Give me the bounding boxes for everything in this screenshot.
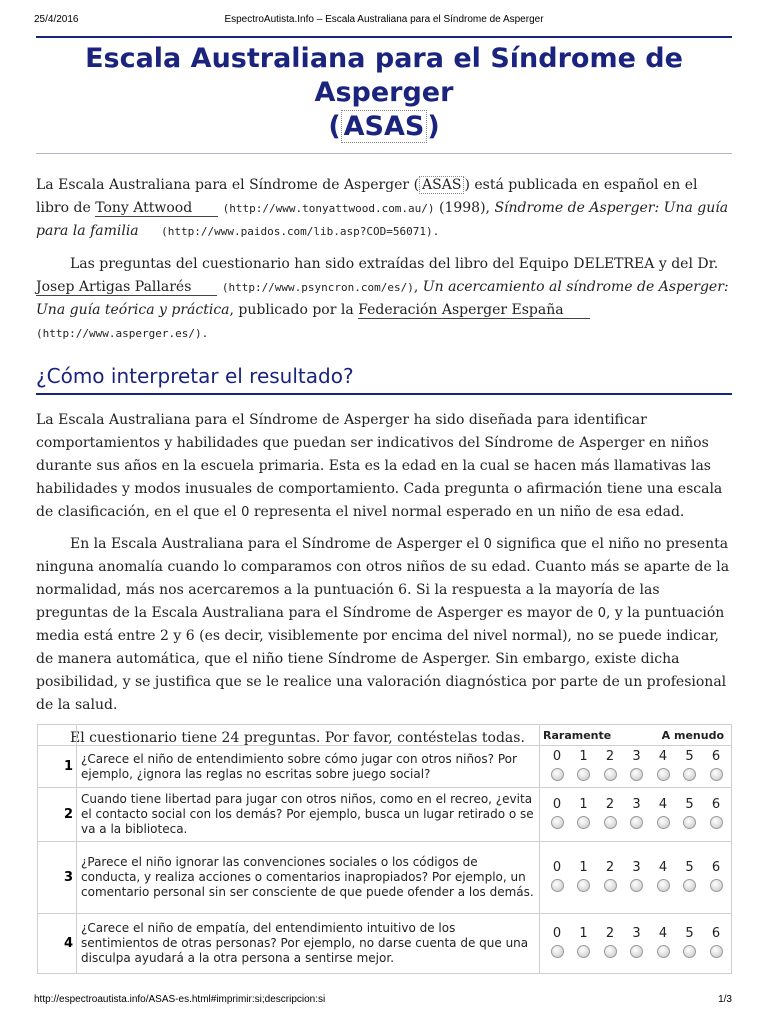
option-label: 3 [632, 796, 641, 812]
radio-button[interactable] [630, 768, 643, 781]
answer-option [601, 926, 619, 962]
radio-button[interactable] [683, 879, 696, 892]
radio-button[interactable] [551, 816, 564, 829]
answer-options [540, 788, 732, 842]
tony-attwood-link[interactable]: Tony Attwood [95, 200, 218, 217]
option-label: 3 [632, 859, 641, 875]
answer-option [654, 749, 672, 785]
interpretation-paragraph-1: La Escala Australiana para el Síndrome de Asperger ha sido diseñada para identificar comportamientos y habilidades que puedan ser indicativos del Síndrome de Asperger en niños durante sus años en la escuela primaria. Esta es la edad en la cual se hacen más llamativas las habilidades y modos inusuales de comportamiento. Cada pregunta o afirmación tiene una escala de clasificación, en el que el 0 representa el nivel normal esperado en un niño de esa edad. [36, 412, 723, 520]
option-label: 5 [685, 748, 694, 764]
radio-button[interactable] [710, 879, 723, 892]
answer-option [654, 860, 672, 896]
option-label: 1 [579, 859, 588, 875]
answer-option [681, 749, 699, 785]
answer-option [707, 926, 725, 962]
radio-button[interactable] [604, 879, 617, 892]
answer-option [681, 860, 699, 896]
radio-button[interactable] [710, 768, 723, 781]
answer-option [628, 797, 646, 833]
radio-button[interactable] [551, 945, 564, 958]
option-label: 6 [711, 925, 721, 941]
answer-option [548, 926, 566, 962]
question-number: 1 [38, 746, 77, 788]
answer-option [707, 749, 725, 785]
questionnaire-table [37, 724, 732, 974]
answer-option [601, 860, 619, 896]
book2-title: Un acercamiento al síndrome de Asperger: Una guía teórica y práctica [36, 279, 729, 318]
question-number: 2 [38, 788, 77, 842]
answer-option [681, 797, 699, 833]
josep-artigas-link[interactable]: Josep Artigas Pallarés [36, 279, 217, 296]
radio-button[interactable] [657, 816, 670, 829]
radio-button[interactable] [630, 879, 643, 892]
answer-option [575, 860, 593, 896]
asas-abbreviation: ASAS [419, 176, 464, 194]
option-label: 3 [632, 925, 641, 941]
print-header [0, 14, 768, 28]
radio-button[interactable] [683, 816, 696, 829]
option-label: 0 [552, 859, 562, 875]
answer-option [575, 797, 593, 833]
radio-button[interactable] [604, 816, 617, 829]
intro-paragraph: La Escala Australiana para el Síndrome de Asperger ( ASAS ) está publicada en español en el libro de Tony Attwood (http://www.tonyattwood.com.au/) (1998), Síndrome de Asperger: Una guía para la familia (http://www.paidos.com/lib.asp?COD=56071). [36, 177, 729, 239]
federacion-link[interactable]: Federación Asperger España [358, 302, 589, 319]
print-doc-title: EspectroAutista.Info – Escala Australiana para el Síndrome de Asperger [224, 14, 544, 25]
radio-button[interactable] [551, 879, 564, 892]
instructions-paragraph: El cuestionario tiene 24 preguntas. Por favor, contéstelas todas. [70, 730, 525, 746]
answer-options [540, 914, 732, 974]
option-label: 2 [605, 796, 615, 812]
question-text: Cuando tiene libertad para jugar con otros niños, como en el recreo, ¿evita el contacto social con los demás? Por ejemplo, busca un lugar retirado o se va a la biblioteca. [77, 788, 540, 842]
answer-option [548, 749, 566, 785]
option-label: 2 [605, 859, 615, 875]
option-label: 0 [552, 925, 562, 941]
radio-button[interactable] [657, 945, 670, 958]
radio-button[interactable] [683, 945, 696, 958]
answer-option [628, 749, 646, 785]
option-label: 3 [632, 748, 641, 764]
radio-button[interactable] [630, 945, 643, 958]
answer-option [707, 797, 725, 833]
option-label: 0 [552, 748, 562, 764]
answer-option [575, 749, 593, 785]
radio-button[interactable] [604, 945, 617, 958]
option-label: 4 [658, 748, 668, 764]
option-label: 6 [711, 859, 721, 875]
option-label: 1 [579, 796, 588, 812]
option-label: 2 [605, 925, 615, 941]
option-label: 5 [685, 859, 694, 875]
page-number: 1/3 [718, 994, 732, 1005]
radio-button[interactable] [710, 816, 723, 829]
answer-options [540, 842, 732, 914]
answer-option [681, 926, 699, 962]
title-abbreviation: ASAS [341, 110, 428, 143]
section-title: ¿Cómo interpretar el resultado? [36, 363, 732, 395]
book-title: Síndrome de Asperger: Una guía para la familia [36, 200, 729, 239]
josep-artigas-url: (http://www.psyncron.com/es/) [221, 281, 414, 294]
option-label: 4 [658, 925, 668, 941]
question-number: 4 [38, 914, 77, 974]
answer-option [628, 926, 646, 962]
radio-button[interactable] [683, 768, 696, 781]
radio-button[interactable] [657, 879, 670, 892]
question-text: ¿Carece el niño de entendimiento sobre cómo jugar con otros niños? Por ejemplo, ¿ignora las reglas no escritas sobre juego social? [77, 746, 540, 788]
answer-option [654, 926, 672, 962]
answer-option [654, 797, 672, 833]
table-row [38, 788, 732, 842]
option-label: 4 [658, 859, 668, 875]
radio-button[interactable] [577, 945, 590, 958]
option-label: 1 [579, 748, 588, 764]
scale-low-label: Raramente [543, 728, 612, 742]
radio-button[interactable] [577, 879, 590, 892]
answer-options [540, 746, 732, 788]
option-label: 4 [658, 796, 668, 812]
radio-button[interactable] [577, 768, 590, 781]
answer-option [628, 860, 646, 896]
scale-header-row [38, 725, 732, 746]
radio-button[interactable] [604, 768, 617, 781]
radio-button[interactable] [577, 816, 590, 829]
answer-option [601, 749, 619, 785]
print-url: http://espectroautista.info/ASAS-es.html#imprimir:si;descripcion:si [34, 994, 326, 1005]
question-number: 3 [38, 842, 77, 914]
answer-option [601, 797, 619, 833]
table-row [38, 746, 732, 788]
option-label: 6 [711, 796, 721, 812]
tony-attwood-url: (http://www.tonyattwood.com.au/) [222, 202, 435, 215]
answer-option [548, 797, 566, 833]
answer-option [575, 926, 593, 962]
option-label: 1 [579, 925, 588, 941]
table-row [38, 914, 732, 974]
option-label: 5 [685, 796, 694, 812]
option-label: 5 [685, 925, 694, 941]
print-footer [0, 994, 768, 1008]
page-title: Escala Australiana para el Síndrome de Asperger ( ASAS ) [36, 36, 732, 154]
option-label: 0 [552, 796, 562, 812]
book-url: (http://www.paidos.com/lib.asp?COD=56071). [161, 225, 440, 238]
radio-button[interactable] [551, 768, 564, 781]
article [36, 36, 732, 750]
question-text: ¿Parece el niño ignorar las convenciones sociales o los códigos de conducta, y realiza acciones o comentarios inapropiados? Por ejemplo, un comentario personal sin ser consciente de que puede ofender a los demás. [77, 842, 540, 914]
option-label: 2 [605, 748, 615, 764]
radio-button[interactable] [657, 768, 670, 781]
sources-paragraph: Las preguntas del cuestionario han sido extraídas del libro del Equipo DELETREA y del Dr. Josep Artigas Pallarés (http://www.psyncron.com/es/), Un acercamiento al síndrome de Asperger: Una guía teórica y práctica, publicado por la Federación Asperger España (http://www.asperger.es/). [36, 256, 729, 340]
print-date: 25/4/2016 [34, 14, 79, 25]
radio-button[interactable] [630, 816, 643, 829]
federacion-url: (http://www.asperger.es/). [36, 327, 209, 340]
radio-button[interactable] [710, 945, 723, 958]
table-row [38, 842, 732, 914]
answer-option [707, 860, 725, 896]
interpretation-paragraph-2: En la Escala Australiana para el Síndrome de Asperger el 0 significa que el niño no presenta ninguna anomalía cuando lo comparamos con otros niños de su edad. Cuanto más se aparte de la normalidad, más nos acercaremos a la puntuación 6. Si la respuesta a la mayoría de las preguntas de la Escala Australiana para el Síndrome de Asperger es mayor de 0, y la puntuación media está entre 2 y 6 (es decir, visiblemente por encima del nivel normal), no se puede indicar, de manera automática, que el niño tiene Síndrome de Asperger. Sin embargo, existe dicha posibilidad, y se justifica que se le realice una valoración diagnóstica por parte de un profesional de la salud. [36, 536, 730, 713]
scale-high-label: A menudo [661, 728, 724, 742]
option-label: 6 [711, 748, 721, 764]
answer-option [548, 860, 566, 896]
question-text: ¿Carece el niño de empatía, del entendimiento intuitivo de los sentimientos de otras personas? Por ejemplo, no darse cuenta de que una disculpa ayudará a la otra persona a sentirse mejor. [77, 914, 540, 974]
